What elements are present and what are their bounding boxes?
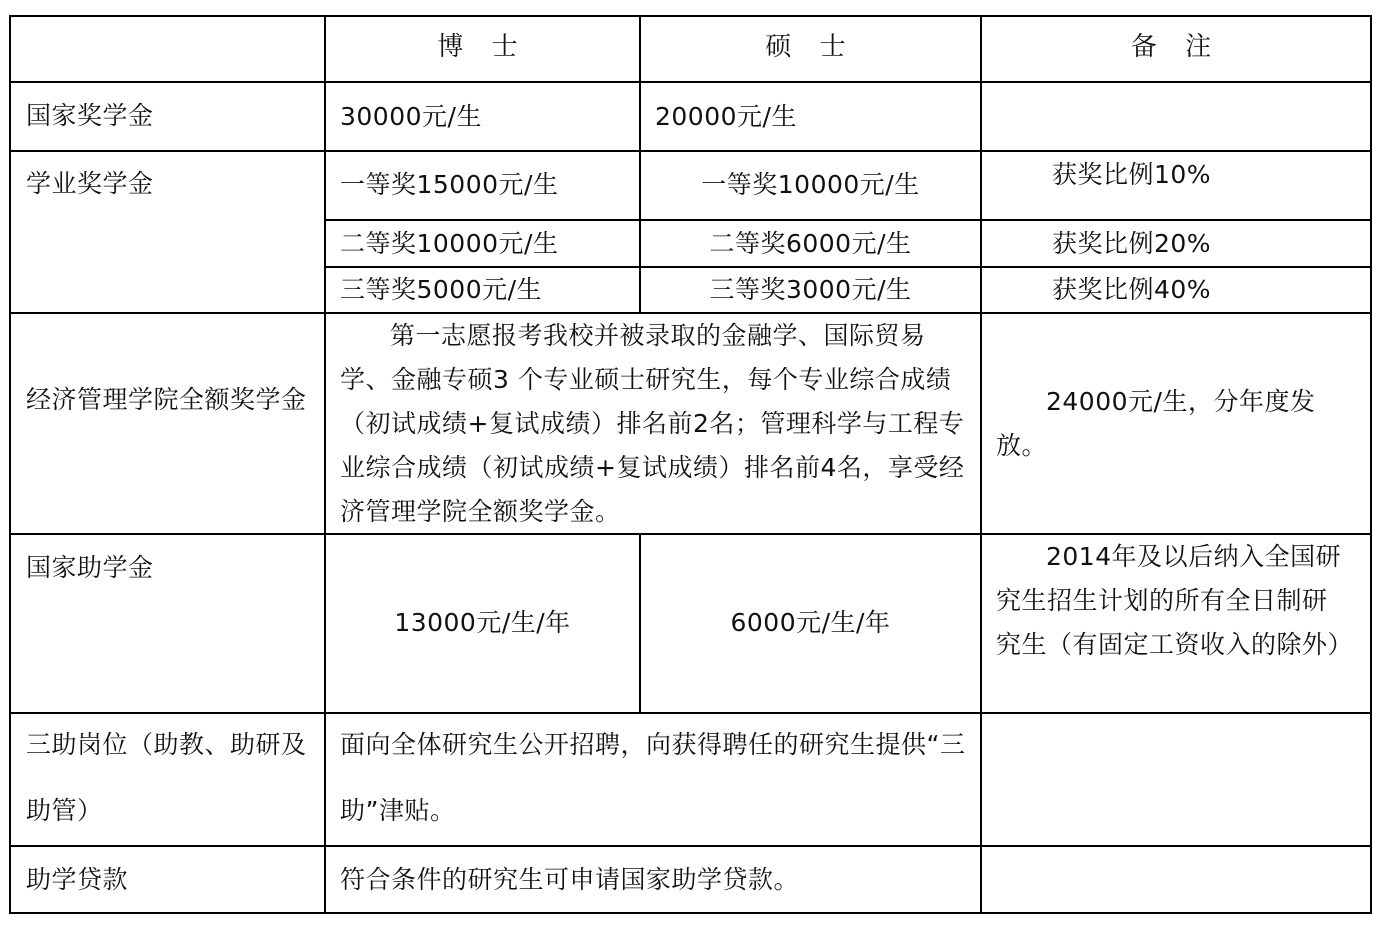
row-divider	[9, 81, 1372, 83]
national-grant-doctor: 13000元/生/年	[394, 608, 571, 637]
table-border-bottom	[9, 912, 1372, 914]
national-scholarship-doctor: 30000元/生	[340, 102, 482, 131]
table-border-right	[1370, 15, 1372, 914]
header-doctor: 博 士	[437, 32, 528, 62]
header-note: 备 注	[1130, 32, 1222, 62]
row-divider	[9, 845, 1372, 847]
row-divider	[325, 219, 1372, 221]
academic-tier2-doctor: 二等奖10000元/生	[340, 229, 559, 258]
em-full-scholarship-note: 24000元/生，分年度发放。	[996, 387, 1316, 460]
column-divider	[980, 15, 982, 914]
column-divider	[324, 15, 326, 914]
academic-tier3-note: 获奖比例40%	[1052, 275, 1212, 304]
table-border-top	[9, 15, 1372, 17]
academic-tier1-master: 一等奖10000元/生	[701, 170, 920, 199]
academic-tier2-master: 二等奖6000元/生	[709, 229, 912, 258]
table-border-left	[9, 15, 11, 914]
academic-tier3-doctor: 三等奖5000元/生	[340, 275, 543, 304]
academic-tier1-note: 获奖比例10%	[1052, 160, 1212, 189]
student-loan-content: 符合条件的研究生可申请国家助学贷款。	[340, 865, 800, 894]
em-full-scholarship-content: 第一志愿报考我校并被录取的金融学、国际贸易学、金融专硕3 个专业硕士研究生，每个专业综合成绩（初试成绩+复试成绩）排名前2名；管理科学与工程专业综合成绩（初试成绩+复试成绩）排名前4名，享受经济管理学院全额奖学金。	[340, 321, 965, 526]
row-label-academic-scholarship: 学业奖学金	[26, 169, 154, 198]
header-master: 硕 士	[765, 32, 856, 62]
three-assistant-content: 面向全体研究生公开招聘，向获得聘任的研究生提供“三助”津贴。	[340, 730, 966, 825]
row-label-national-grant: 国家助学金	[26, 553, 154, 582]
row-label-em-full-scholarship: 经济管理学院全额奖学金	[26, 385, 307, 414]
row-divider	[9, 150, 1372, 152]
row-label-national-scholarship: 国家奖学金	[26, 101, 154, 130]
row-label-three-assistant: 三助岗位（助教、助研及助管）	[26, 730, 307, 825]
row-label-student-loan: 助学贷款	[26, 865, 129, 894]
academic-tier1-doctor: 一等奖15000元/生	[340, 170, 559, 199]
academic-tier2-note: 获奖比例20%	[1052, 229, 1212, 258]
national-scholarship-master: 20000元/生	[655, 102, 797, 131]
national-grant-note: 2014年及以后纳入全国研究生招生计划的所有全日制研究生（有固定工资收入的除外）	[996, 542, 1354, 659]
academic-tier3-master: 三等奖3000元/生	[709, 275, 912, 304]
national-grant-master: 6000元/生/年	[730, 608, 891, 637]
